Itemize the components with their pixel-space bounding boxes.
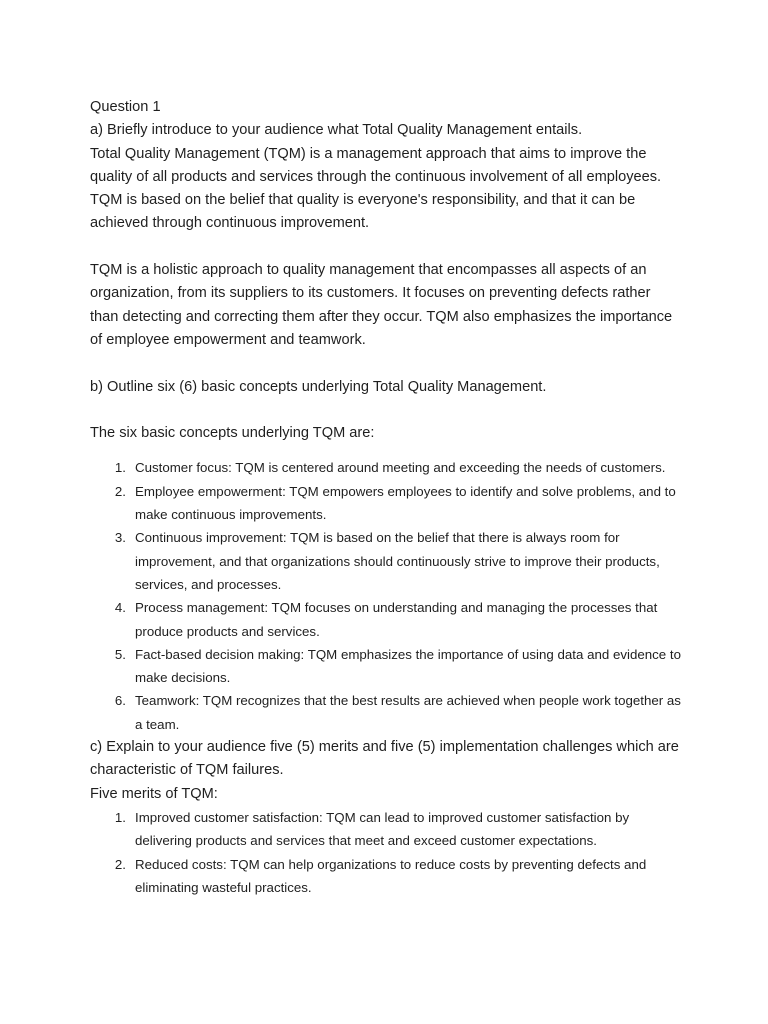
list-item xyxy=(90,596,682,643)
list-item xyxy=(90,526,682,596)
list-item xyxy=(90,853,682,900)
list-item-number: 2. xyxy=(114,483,126,499)
list-item-number: 1. xyxy=(114,460,126,476)
list-item-number: 4. xyxy=(114,600,126,616)
list-item-number: 6. xyxy=(114,693,126,709)
merits-list xyxy=(90,806,682,899)
spacer xyxy=(90,236,682,259)
part-a-paragraph-2: TQM is a holistic approach to quality management that encompasses all aspects of an organization, from its suppliers to its customers. It focuses on preventing defects rather than detecting and correcting them after they occur. TQM also emphasizes the importance of employee empowerment and teamwork. xyxy=(90,262,673,348)
list-item xyxy=(90,456,682,479)
list-item-number: 3. xyxy=(114,530,126,546)
list-item-number: 2. xyxy=(114,856,126,872)
concepts-list xyxy=(90,456,682,736)
part-b-intro: The six basic concepts underlying TQM are: xyxy=(90,425,375,442)
list-item-number: 5. xyxy=(114,646,126,662)
part-a-prompt: a) Briefly introduce to your audience what Total Quality Management entails. xyxy=(90,122,583,139)
part-a-paragraph-1: Total Quality Management (TQM) is a management approach that aims to improve the quality of all products and services through the continuous involvement of all employees. TQM is based on the belief that quality is everyone's responsibility, and that it can be achieved through continuous improvement. xyxy=(90,145,662,232)
list-item-text: Continuous improvement: TQM is based on the belief that there is always room for improvement, and that organizations should continuously strive to improve their products, services, and processes. xyxy=(135,530,660,592)
list-item-text: Teamwork: TQM recognizes that the best results are achieved when people work together as a team. xyxy=(135,693,681,732)
document-content xyxy=(90,96,682,899)
question-title: Question 1 xyxy=(90,99,161,115)
spacer xyxy=(90,399,682,422)
list-item-number: 1. xyxy=(114,809,126,825)
spacer xyxy=(90,352,682,375)
part-b-prompt: b) Outline six (6) basic concepts underlying Total Quality Management. xyxy=(90,378,547,395)
list-item xyxy=(90,806,682,853)
part-c-prompt: c) Explain to your audience five (5) merits and five (5) implementation challenges which are characteristic of TQM failures. xyxy=(90,739,679,779)
list-item-text: Improved customer satisfaction: TQM can lead to improved customer satisfaction by delivering products and services that meet and exceed customer expectations. xyxy=(135,809,630,849)
list-item-text: Fact-based decision making: TQM emphasizes the importance of using data and evidence to make decisions. xyxy=(135,646,681,686)
list-item xyxy=(90,689,682,736)
list-item xyxy=(90,643,682,690)
list-item-text: Customer focus: TQM is centered around meeting and exceeding the needs of customers. xyxy=(135,460,666,476)
list-item-text: Process management: TQM focuses on understanding and managing the processes that produce products and services. xyxy=(135,600,658,639)
list-item-text: Employee empowerment: TQM empowers employees to identify and solve problems, and to make continuous improvements. xyxy=(135,483,676,523)
list-item-text: Reduced costs: TQM can help organizations to reduce costs by preventing defects and eliminating wasteful practices. xyxy=(135,856,647,895)
concepts-list-wrap xyxy=(90,456,682,736)
list-item xyxy=(90,480,682,527)
merits-heading: Five merits of TQM: xyxy=(90,785,218,802)
